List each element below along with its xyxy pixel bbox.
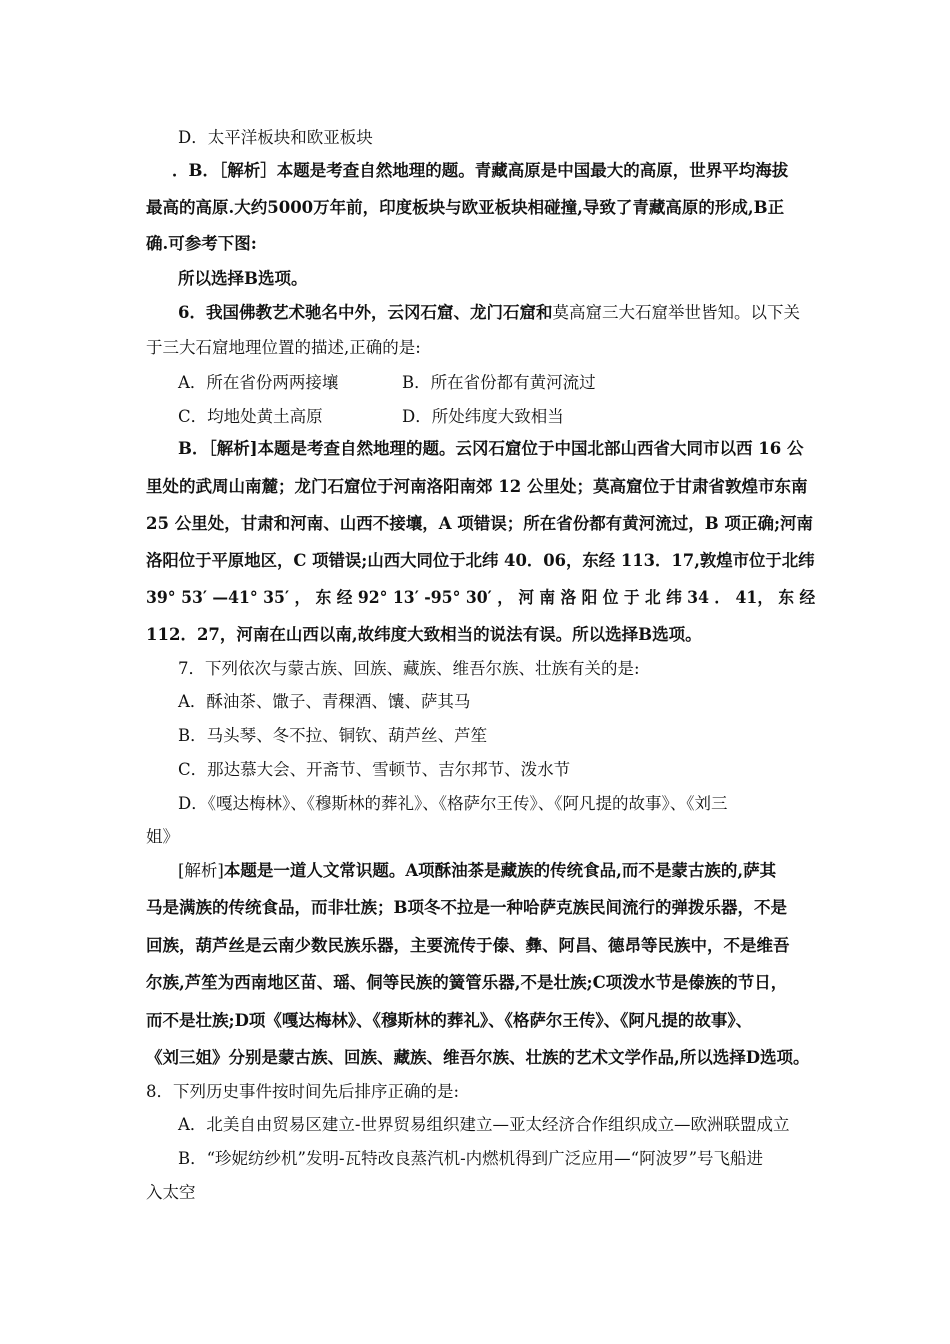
- q7-option-c: C．那达慕大会、开斋节、雪顿节、吉尔邦节、泼水节: [178, 760, 571, 779]
- q6-stem-bold: 6．我国佛教艺术驰名中外，云冈石窟、龙门石窟和: [178, 303, 553, 322]
- q6-option-a: A．所在省份两两接壤: [178, 373, 339, 392]
- q7-option-d-cont: 姐》: [146, 827, 179, 846]
- q8-option-b: B．“珍妮纺纱机”发明-瓦特改良蒸汽机-内燃机得到广泛应用—“阿波罗”号飞船进: [178, 1149, 764, 1168]
- q6-analysis-line-6: 112．27，河南在山西以南,故纬度大致相当的说法有误。所以选择B选项。: [146, 625, 702, 644]
- q8-option-b-cont: 入太空: [146, 1183, 196, 1202]
- q6-analysis-line-1: B．［解析]本题是考查自然地理的题。云冈石窟位于中国北部山西省大同市以西 16 公: [178, 439, 804, 458]
- q7-analysis-line-5: 而不是壮族;D项《嘎达梅林》、《穆斯林的葬礼》、《格萨尔王传》、《阿凡提的故事》、: [146, 1011, 753, 1030]
- q6-stem-line-2: 于三大石窟地理位置的描述,正确的是:: [146, 338, 421, 357]
- q7-analysis-line-4: 尔族,芦笙为西南地区苗、瑶、侗等民族的簧管乐器,不是壮族;C项泼水节是傣族的节日，: [146, 973, 788, 992]
- q5-answer: 所以选择B选项。: [178, 269, 308, 288]
- q7-option-d: D．《嘎达梅林》、《穆斯林的葬礼》、《格萨尔王传》、《阿凡提的故事》、《刘三: [178, 794, 728, 813]
- q5-analysis-line-2: 最高的高原.大约5000万年前，印度板块与欧亚板块相碰撞,导致了青藏高原的形成,B正: [146, 198, 785, 217]
- q5-analysis-line-3: 确.可参考下图:: [146, 234, 257, 253]
- q7-option-a: A．酥油茶、馓子、青稞酒、馕、萨其马: [178, 692, 471, 711]
- q7-analysis-prefix: [解析]: [178, 861, 224, 880]
- q7-stem: 7．下列依次与蒙古族、回族、藏族、维吾尔族、壮族有关的是:: [178, 659, 640, 678]
- q6-option-c: C．均地处黄土高原: [178, 407, 323, 426]
- q6-analysis-line-4: 洛阳位于平原地区，C 项错误;山西大同位于北纬 40．06，东经 113．17,敦煌市位于北纬: [146, 551, 815, 570]
- q5-option-d: D．太平洋板块和欧亚板块: [178, 128, 373, 147]
- q6-stem-line-1: [178, 302, 800, 324]
- q6-analysis-line-3: 25 公里处，甘肃和河南、山西不接壤，A 项错误；所在省份都有黄河流过，B 项正确;河南: [146, 514, 814, 533]
- q6-analysis-line-2: 里处的武周山南麓；龙门石窟位于河南洛阳南郊 12 公里处；莫高窟位于甘肃省敦煌市东南: [146, 477, 808, 496]
- q8-option-a: A．北美自由贸易区建立-世界贸易组织建立—亚太经济合作组织成立—欧洲联盟成立: [178, 1115, 790, 1134]
- q6-analysis-line-5: 39° 53′ —41° 35′ ， 东 经 92° 13′ -95° 30′ ， 河 南 洛 阳 位 于 北 纬 34 ． 41， 东 经: [146, 588, 816, 607]
- q6-option-d: D．所处纬度大致相当: [402, 407, 564, 426]
- q8-stem: 8．下列历史事件按时间先后排序正确的是:: [146, 1082, 460, 1101]
- q7-analysis-line-2: 马是满族的传统食品，而非壮族；B项冬不拉是一种哈萨克族民间流行的弹拨乐器，不是: [146, 898, 787, 917]
- q6-stem-rest: 莫高窟三大石窟举世皆知。以下关: [552, 303, 800, 322]
- q5-analysis-line-1: ．B．［解析］本题是考查自然地理的题。青藏高原是中国最大的高原，世界平均海拔: [172, 161, 789, 180]
- q7-option-b: B．马头琴、冬不拉、铜钦、葫芦丝、芦笙: [178, 726, 488, 745]
- q7-analysis-line-3: 回族，葫芦丝是云南少数民族乐器，主要流传于傣、彝、阿昌、德昂等民族中，不是维吾: [146, 936, 790, 955]
- q6-option-b: B．所在省份都有黄河流过: [402, 373, 596, 392]
- q7-analysis-text: 本题是一道人文常识题。A项酥油茶是藏族的传统食品,而不是蒙古族的,萨其: [223, 861, 777, 880]
- q7-analysis-line-1: [178, 860, 776, 882]
- q7-analysis-line-6: 《刘三姐》分别是蒙古族、回族、藏族、维吾尔族、壮族的艺术文学作品,所以选择D选项。: [146, 1048, 810, 1067]
